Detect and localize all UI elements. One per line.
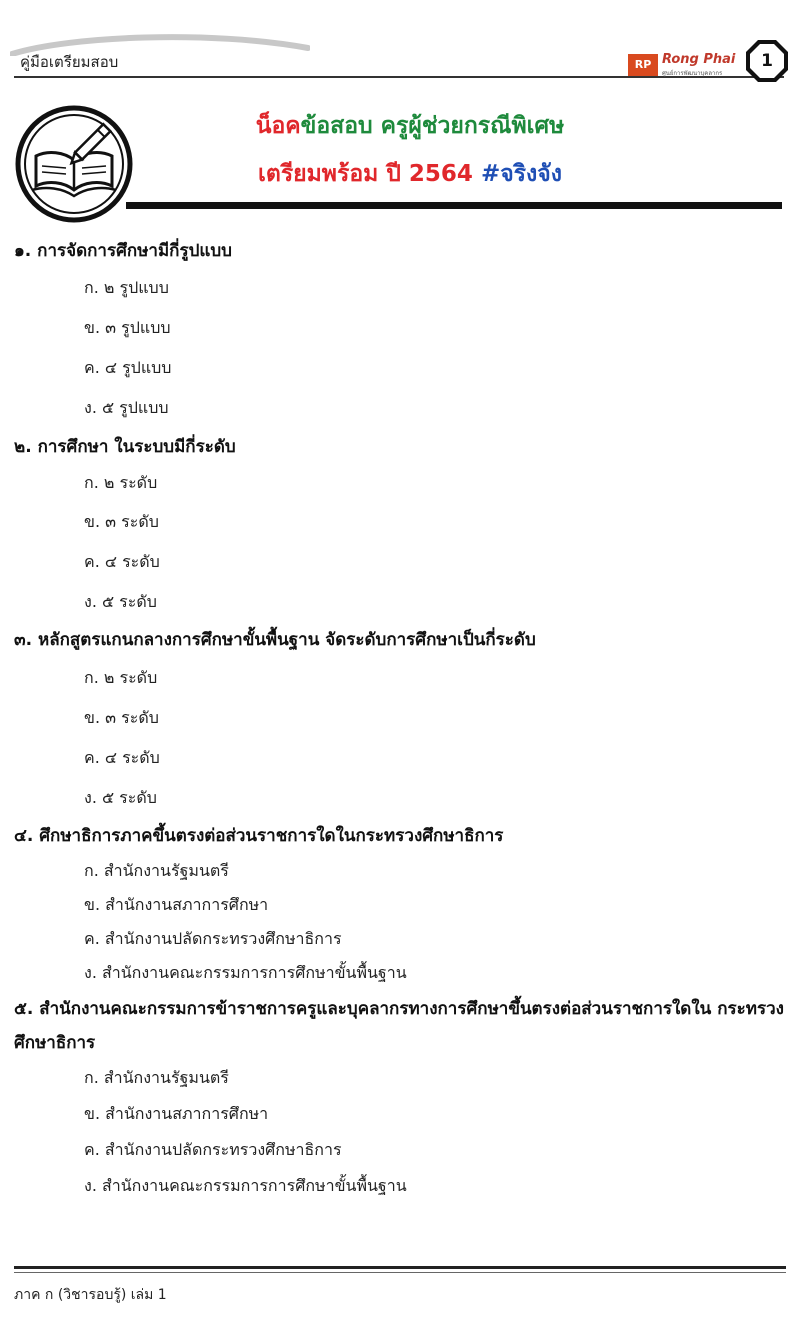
- question-block: [14, 238, 786, 428]
- title-highlight-red: น็อค: [255, 113, 301, 139]
- choice-item: ง. สำนักงานคณะกรรมการการศึกษาขั้นพื้นฐาน: [84, 1176, 407, 1195]
- choice-item: ก. ๒ ระดับ: [84, 473, 158, 492]
- question-block: [14, 990, 786, 1204]
- title-underline-bar: [126, 202, 782, 209]
- book-pencil-icon: [14, 104, 134, 224]
- question-text: ๑. การจัดการศึกษามีกี่รูปแบบ: [14, 241, 232, 261]
- choice-item: ค. สำนักงานปลัดกระทรวงศึกษาธิการ: [84, 1140, 342, 1159]
- title-hashtag-blue: #จริงจัง: [480, 161, 562, 187]
- question-text: ๒. การศึกษา ในระบบมีกี่ระดับ: [14, 437, 236, 457]
- choice-item: ข. ๓ ระดับ: [84, 512, 159, 531]
- footer-rule-thin: [14, 1272, 786, 1273]
- title-line-1: [200, 108, 620, 144]
- choice-item: ค. ๔ ระดับ: [84, 552, 160, 571]
- choice-item: ข. ๓ รูปแบบ: [84, 318, 171, 337]
- title-line-2: [200, 156, 620, 192]
- title-text-green: ข้อสอบ ครูผู้ช่วยกรณีพิเศษ: [300, 113, 565, 139]
- publisher-logo: [628, 46, 736, 78]
- logo-mark: RP: [628, 54, 658, 76]
- choice-item: ง. สำนักงานคณะกรรมการการศึกษาขั้นพื้นฐาน: [84, 963, 407, 982]
- choice-item: ก. สำนักงานรัฐมนตรี: [84, 861, 229, 880]
- question-block: [14, 430, 786, 622]
- footer-rule-thick: [14, 1266, 786, 1269]
- logo-name: Rong Phai: [662, 52, 736, 67]
- question-list: [14, 238, 786, 1204]
- logo-tagline: ศูนย์การพัฒนาบุคลากร: [662, 70, 723, 77]
- choice-item: ค. สำนักงานปลัดกระทรวงศึกษาธิการ: [84, 929, 342, 948]
- page-number: 1: [761, 51, 773, 71]
- title-year-red: เตรียมพร้อม ปี 2564: [258, 161, 481, 187]
- choice-item: ง. ๕ ระดับ: [84, 788, 157, 807]
- footer-text: ภาค ก (วิชารอบรู้) เล่ม 1: [14, 1287, 167, 1303]
- choice-item: ค. ๔ รูปแบบ: [84, 358, 172, 377]
- choice-item: ก. ๒ รูปแบบ: [84, 278, 169, 297]
- choice-item: ข. ๓ ระดับ: [84, 708, 159, 727]
- question-block: [14, 622, 786, 818]
- question-text: ๓. หลักสูตรแกนกลางการศึกษาขั้นพื้นฐาน จัดระดับการศึกษาเป็นกี่ระดับ: [14, 630, 536, 650]
- choice-item: ง. ๕ รูปแบบ: [84, 398, 169, 417]
- choice-item: ง. ๕ ระดับ: [84, 592, 157, 611]
- question-text: ๕. สำนักงานคณะกรรมการข้าราชการครูและบุคลากรทางการศึกษาขึ้นตรงต่อส่วนราชการใดใน กระทรวงศึกษาธิการ: [14, 999, 784, 1053]
- question-text: ๔. ศึกษาธิการภาคขึ้นตรงต่อส่วนราชการใดในกระทรวงศึกษาธิการ: [14, 826, 504, 846]
- guide-label: คู่มือเตรียมสอบ: [20, 53, 119, 71]
- choice-item: ค. ๔ ระดับ: [84, 748, 160, 767]
- choice-item: ข. สำนักงานสภาการศึกษา: [84, 895, 269, 914]
- choice-item: ก. สำนักงานรัฐมนตรี: [84, 1068, 229, 1087]
- question-block: [14, 818, 786, 990]
- choice-item: ข. สำนักงานสภาการศึกษา: [84, 1104, 269, 1123]
- page-number-badge: [744, 38, 790, 84]
- choice-item: ก. ๒ ระดับ: [84, 668, 158, 687]
